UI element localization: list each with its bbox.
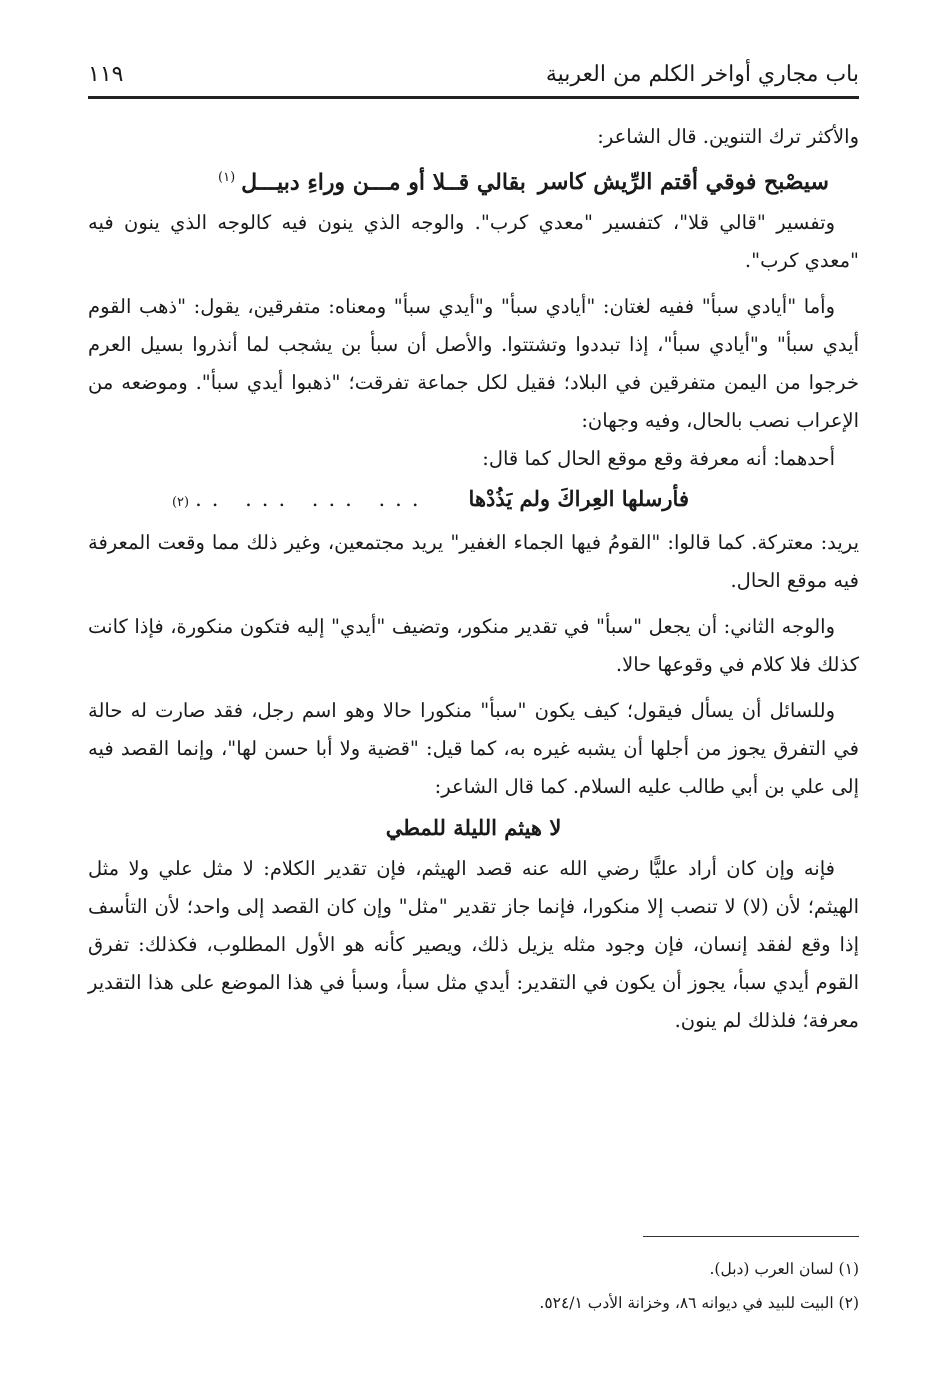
paragraph-second-aspect: والوجه الثاني: أن يجعل "سبأ" في تقدير منكور، وتضيف "أيدي" إليه فتكون منكورة، فإذا كانت كذلك فلا كلام في وقوعها حالا. [88,615,859,677]
paragraph-question: وللسائل أن يسأل فيقول؛ كيف يكون "سبأ" منكورا حالا وهو اسم رجل، فقد صارت له حالة في التفرق يجوز من أجلها أن يشبه غيره به، كما قيل: "قضية ولا أبا حسن لها"، وإنما القصد فيه إلى علي بن أبي طالب عليه السلام. كما قال الشاعر: [88,699,859,799]
page-number: ١١٩ [88,61,124,87]
verse-2-ellipsis: ... ... ... .. [195,487,429,512]
footnote-1: (١) لسان العرب (دبل). [709,1260,859,1278]
running-header [88,52,859,99]
footnote-divider [643,1236,859,1237]
footnotes [88,1252,859,1320]
verse-2 [88,478,859,524]
paragraph-mutarika: يريد: معتركة. كما قالوا: "القومُ فيها الجماء الغفير" يريد مجتمعين، وغير ذلك مما وقعت المعرفة فيه موقع الحال. [88,531,859,593]
chapter-title: باب مجاري أواخر الكلم من العربية [545,61,859,87]
verse-1-first-hemistich: سيصْبح فوقي أقتم الرِّيش كاسر [537,169,829,196]
paragraph-ayadi-saba: وأما "أيادي سبأ" ففيه لغتان: "أيادي سبأ" و"أيدي سبأ" ومعناه: متفرقين، يقول: "ذهب القوم أيدي سبأ" و"أيادي سبأ"، إذا تبددوا وتشتتوا. والأصل أن سبأ بن يشجب لما أنذروا بسيل العرم خرجوا من اليمن متفرقين في البلاد؛ فقيل لكل جماعة تفرقت؛ "ذهبوا أيدي سبأ". وموضعه من الإعراب نصب بالحال، وفيه وجهان: [88,295,859,433]
quoted-line: لا هيثم الليلة للمطي [385,815,562,841]
verse-1-second-hemistich [218,156,526,204]
paragraph-haytham: فإنه وإن كان أراد عليًّا رضي الله عنه قصد الهيثم، فإن تقدير الكلام: لا مثل علي ولا مثل الهيثم؛ لأن (لا) لا تنصب إلا منكورا، فإنما جاز تقدير "مثل" وإن كان القصد إلى واحد؛ لأن التأسف إذا وقع لفقد إنسان، فإن وجود مثله يزيل ذلك، ويصير كأنه هو الأول المطلوب، فكذلك: تفرق القوم أيدي سبأ، يجوز أن يكون في التقدير: أيدي مثل سبأ، وسبأ في هذا الموضع على هذا التقدير معرفة؛ فلذلك لم ينون. [88,857,859,1033]
footnote-2: (٢) البيت للبيد في ديوانه ٨٦، وخزانة الأدب ٥٢٤/١. [539,1294,859,1312]
verse-1 [88,156,859,204]
verse-1-second-hemistich-text: بقالي قــلا أو مـــن وراءِ دبيـــل [241,169,526,196]
footnote-ref-2: (٢) [171,495,190,511]
paragraph-intro: والأكثر ترك التنوين. قال الشاعر: [597,125,859,148]
verse-2-text: فأرسلها العِراكَ ولم يَذُدْها [468,486,689,512]
main-text [88,118,859,1040]
paragraph-qali-qala: وتفسير "قالي قلا"، كتفسير "معدي كرب". والوجه الذي ينون فيه كالوجه الذي ينون فيه "معدي كرب". [88,211,859,273]
footnote-ref-1: (١) [218,170,236,185]
paragraph-first-aspect: أحدهما: أنه معرفة وقع موقع الحال كما قال: [482,447,835,471]
